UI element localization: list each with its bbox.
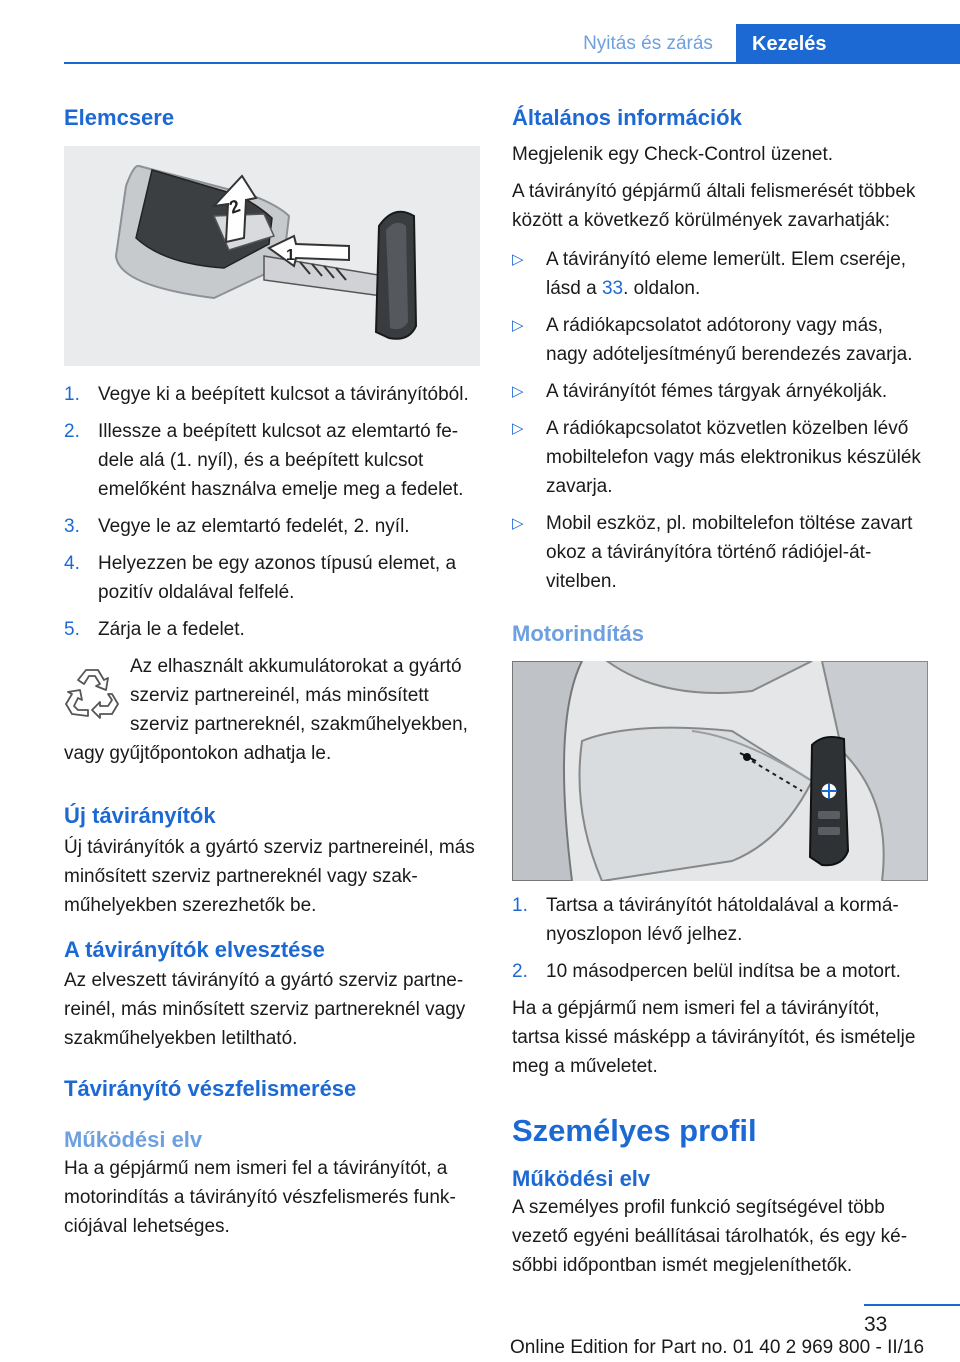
- step-number: 3.: [64, 516, 80, 537]
- recycle-icon: [62, 660, 122, 720]
- step-number: 2.: [512, 960, 528, 982]
- bullet-text: A távirányítót fémes tárgyak árnyékolják.: [546, 381, 888, 402]
- step-number: 4.: [64, 553, 80, 574]
- step-text: Vegye ki a beépített kulcsot a távirányítóból.: [98, 384, 469, 405]
- battery-steps: [64, 380, 480, 644]
- left-column: [64, 96, 480, 1241]
- step-number: 1.: [512, 894, 528, 916]
- bullet-text: Mobil eszköz, pl. mobiltelefon töltése zavart okoz a távirányítóra történő rádiójel-átvitelben.: [546, 513, 913, 592]
- triangle-bullet-icon: ▷: [512, 420, 524, 437]
- list-item: [512, 509, 928, 596]
- header-chapter-tab: Kezelés: [736, 24, 960, 62]
- lost-keys-title: A távirányítók elvesztése: [64, 936, 325, 962]
- recycle-text: Az elhasznált akkumulátorokat a gyártó szerviz partnereinél, más minősített szerviz partnereknél, szakműhelyekben, vagy gyűjtőpontokon adhatja le.: [64, 656, 468, 764]
- key-battery-illustration: [64, 146, 480, 366]
- engine-start-note: Ha a gépjármű nem ismeri fel a távirányítót, tartsa kissé másképp a távirányítót, és ismételje meg a műveletet.: [512, 997, 916, 1077]
- arrow-1-label: 1: [286, 247, 295, 264]
- battery-title: Elemcsere: [64, 105, 175, 130]
- list-item: [512, 891, 928, 949]
- list-item: [512, 957, 928, 986]
- step-text: Illessze a beépített kulcsot az elemtartó fedele alá (1. nyíl), és a beépített kulcsot emelőként használva emelje meg a fedelet.: [98, 421, 464, 500]
- emergency-subtitle: Működési elv: [64, 1126, 203, 1152]
- list-item: [512, 377, 928, 406]
- general-intro-1: Megjelenik egy Check-Control üzenet.: [512, 144, 834, 165]
- profile-text: A személyes profil funkció segítségével több vezető egyéni beállításai tárolhatók, és egy későbbi időpontban ismét megjeleníthetők.: [512, 1197, 908, 1277]
- bullet-text: A rádiókapcsolatot adótorony vagy más, nagy adóteljesítményű berendezés zavarja.: [546, 315, 913, 365]
- page-number: 33: [864, 1313, 888, 1336]
- step-text: Vegye le az elemtartó fedelét, 2. nyíl.: [98, 516, 410, 537]
- engine-start-figure: [512, 661, 928, 881]
- list-item: [512, 311, 928, 369]
- emergency-text: Ha a gépjármű nem ismeri fel a távirányítót, a motorindítás a távirányító vészfelismerés funkciójával lehetséges.: [64, 1158, 456, 1238]
- step-text: Helyezzen be egy azonos típusú elemet, a pozitív oldalával felfelé.: [98, 553, 457, 603]
- emergency-title: Távirányító vészfelismerése: [64, 1076, 357, 1102]
- interference-list: [512, 245, 928, 596]
- right-column: [512, 96, 928, 1280]
- new-keys-text: Új távirányítók a gyártó szerviz partnereinél, más minősített szerviz partnereknél vagy szakműhelyekben szerezhetők be.: [64, 836, 475, 916]
- engine-start-steps: [512, 891, 928, 986]
- list-item: [64, 417, 480, 504]
- general-intro-2: A távirányító gépjármű általi felismerését többek között a következő körülmények zavarhatják:: [512, 181, 916, 231]
- step-number: 5.: [64, 619, 80, 640]
- new-keys-title: Új távirányítók: [64, 803, 216, 828]
- step-number: 1.: [64, 384, 80, 405]
- list-item: [512, 245, 928, 303]
- general-title: Általános információk: [512, 105, 742, 130]
- header-section-tab: Nyitás és zárás: [583, 33, 713, 54]
- recycle-note: [64, 652, 480, 768]
- footer-rule: [864, 1304, 960, 1306]
- list-item: [64, 615, 480, 644]
- list-item: [64, 512, 480, 541]
- triangle-bullet-icon: ▷: [512, 383, 524, 400]
- steering-column-illustration: [512, 661, 928, 881]
- step-text: Zárja le a fedelet.: [98, 619, 245, 640]
- key-battery-figure: [64, 146, 480, 366]
- list-item: [64, 549, 480, 607]
- triangle-bullet-icon: ▷: [512, 251, 524, 268]
- list-item: [512, 414, 928, 501]
- profile-subtitle: Működési elv: [512, 1165, 651, 1191]
- step-number: 2.: [64, 421, 80, 442]
- page-link[interactable]: 33: [601, 278, 624, 299]
- footer-edition-text: Online Edition for Part no. 01 40 2 969 800 - II/16: [510, 1337, 925, 1358]
- step-text: Tartsa a távirányítót hátoldalával a kormányoszlopon lévő jelhez.: [546, 894, 899, 945]
- bullet-text: A távirányító eleme lemerült. Elem cseréje, lásd a 33. oldalon.: [546, 249, 907, 299]
- bullet-text: A rádiókapcsolatot közvetlen közelben lévő mobiltelefon vagy más elektronikus készülék zavarja.: [546, 418, 921, 497]
- engine-start-title: Motorindítás: [512, 621, 644, 646]
- triangle-bullet-icon: ▷: [512, 515, 524, 532]
- triangle-bullet-icon: ▷: [512, 317, 524, 334]
- profile-title: Személyes profil: [512, 1112, 757, 1148]
- list-item: [64, 380, 480, 409]
- arrow-2-label: 2: [226, 195, 243, 218]
- lost-keys-text: Az elveszett távirányító a gyártó szerviz partnereinél, más minősített szerviz partnereknél vagy szakműhelyekben letiltható.: [64, 970, 466, 1050]
- header-rule: [64, 62, 960, 64]
- step-text: 10 másodpercen belül indítsa be a motort.: [546, 960, 901, 982]
